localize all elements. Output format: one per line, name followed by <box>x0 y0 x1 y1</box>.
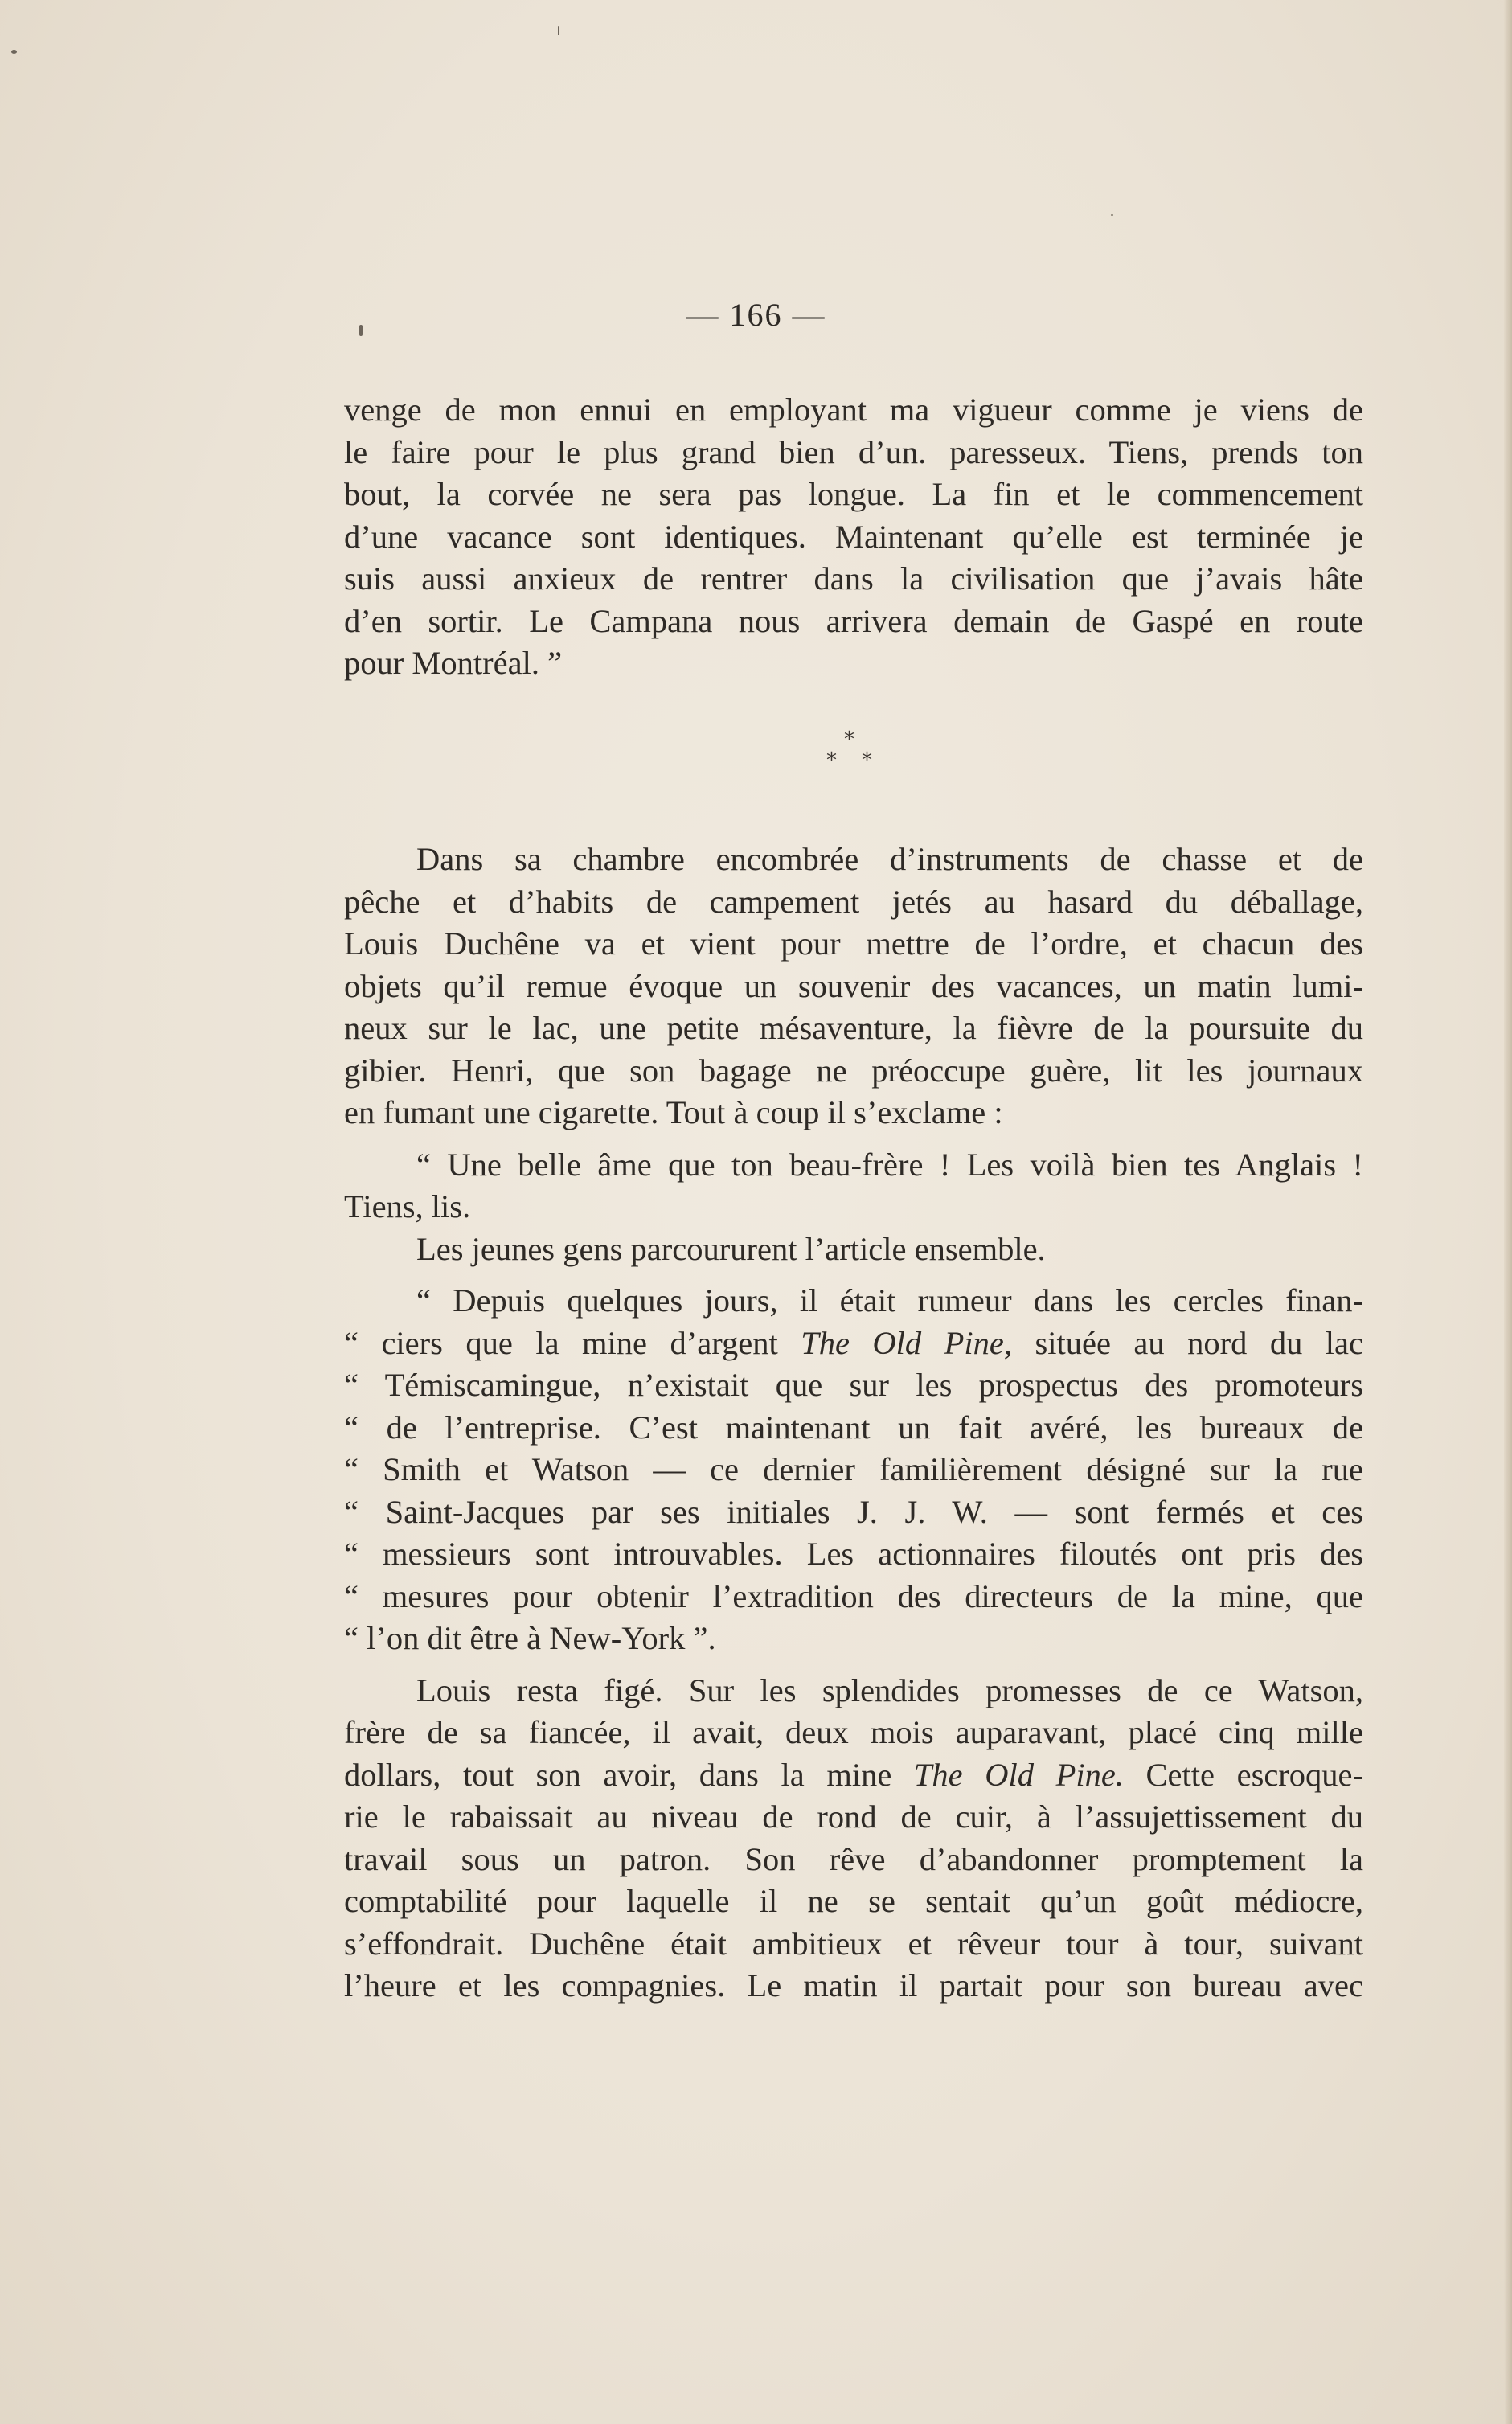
text-line: neux sur le lac, une petite mésaventure, la fièvre de la poursuite du <box>344 1010 1363 1046</box>
asterisk: * <box>844 728 854 752</box>
text-line: “ de l’entreprise. C’est maintenant un fait avéré, les bureaux de <box>344 1409 1363 1446</box>
mine-name: The Old Pine. <box>913 1756 1124 1793</box>
text-line: gibier. Henri, que son bagage ne préoccupe guère, lit les journaux <box>344 1052 1363 1089</box>
text-fragment: Cette escroque- <box>1145 1756 1364 1793</box>
text-line: “ messieurs sont introuvables. Les actionnaires filoutés ont pris des <box>344 1536 1363 1572</box>
text-line: s’effondrait. Duchêne était ambitieux et rêveur tour à tour, suivant <box>344 1925 1363 1962</box>
page-speck <box>11 50 17 54</box>
text-line: le faire pour le plus grand bien d’un. paresseux. Tiens, prends ton <box>344 433 1363 470</box>
page-speck <box>1111 214 1113 216</box>
text-line <box>344 1323 1363 1365</box>
main-text <box>344 839 1363 2008</box>
text-fragment: “ ciers que la mine d’argent <box>344 1324 778 1361</box>
text-line: “ Depuis quelques jours, il était rumeur dans les cercles finan- <box>416 1282 1363 1319</box>
text-line: travail sous un patron. Son rêve d’abandonner promptement la <box>344 1840 1363 1877</box>
text-line: en fumant une cigarette. Tout à coup il s’exclame : <box>344 1094 1003 1130</box>
text-line: “ mesures pour obtenir l’extradition des directeurs de la mine, que <box>344 1577 1363 1614</box>
page-edge <box>1504 0 1512 2424</box>
text-line: Les jeunes gens parcoururent l’article ensemble. <box>416 1230 1046 1267</box>
paragraph-continuation <box>344 389 1363 685</box>
section-break-asterism <box>820 728 892 784</box>
text-line: objets qu’il remue évoque un souvenir des vacances, un matin lumi- <box>344 967 1363 1004</box>
text-line: Louis resta figé. Sur les splendides promesses de ce Watson, <box>416 1671 1363 1708</box>
page-speck <box>558 26 559 35</box>
text-line: pour Montréal. ” <box>344 645 563 681</box>
text-line: d’une vacance sont identiques. Maintenant qu’elle est terminée je <box>344 518 1363 555</box>
text-line: suis aussi anxieux de rentrer dans la civilisation que j’avais hâte <box>344 560 1363 597</box>
text-line: Tiens, lis. <box>344 1188 471 1224</box>
text-line: “ Saint-Jacques par ses initiales J. J. W. — sont fermés et ces <box>344 1493 1363 1530</box>
text-line: pêche et d’habits de campement jetés au hasard du déballage, <box>344 883 1363 920</box>
mine-name: The Old Pine, <box>801 1324 1012 1361</box>
text-line: l’heure et les compagnies. Le matin il partait pour son bureau avec <box>344 1967 1363 2004</box>
text-line: “ Une belle âme que ton beau-frère ! Les voilà bien tes Anglais ! <box>416 1146 1363 1183</box>
text-line: rie le rabaissait au niveau de rond de cuir, à l’assujettissement du <box>344 1799 1363 1835</box>
text-line: “ Témiscamingue, n’existait que sur les prospectus des promoteurs <box>344 1367 1363 1403</box>
asterisk: * <box>826 749 837 773</box>
text-line: “ l’on dit être à New-York ”. <box>344 1620 716 1656</box>
text-line: comptabilité pour laquelle il ne se sentait qu’un goût médiocre, <box>344 1883 1363 1919</box>
text-line: “ Smith et Watson — ce dernier familièrement désigné sur la rue <box>344 1451 1363 1487</box>
text-line: d’en sortir. Le Campana nous arrivera demain de Gaspé en route <box>344 602 1363 639</box>
asterisk: * <box>862 749 872 773</box>
text-line: Dans sa chambre encombrée d’instruments de chasse et de <box>416 841 1363 877</box>
text-line: venge de mon ennui en employant ma vigueur comme je viens de <box>344 392 1363 428</box>
text-line: bout, la corvée ne sera pas longue. La fin et le commencement <box>344 476 1363 512</box>
text-line: frère de sa fiancée, il avait, deux mois auparavant, placé cinq mille <box>344 1714 1363 1750</box>
text-line <box>344 1754 1363 1797</box>
text-line: Louis Duchêne va et vient pour mettre de l’ordre, et chacun des <box>344 925 1363 962</box>
text-fragment: située au nord du lac <box>1035 1324 1364 1361</box>
page-number: — 166 — <box>686 297 826 333</box>
text-fragment: dollars, tout son avoir, dans la mine <box>344 1756 892 1793</box>
